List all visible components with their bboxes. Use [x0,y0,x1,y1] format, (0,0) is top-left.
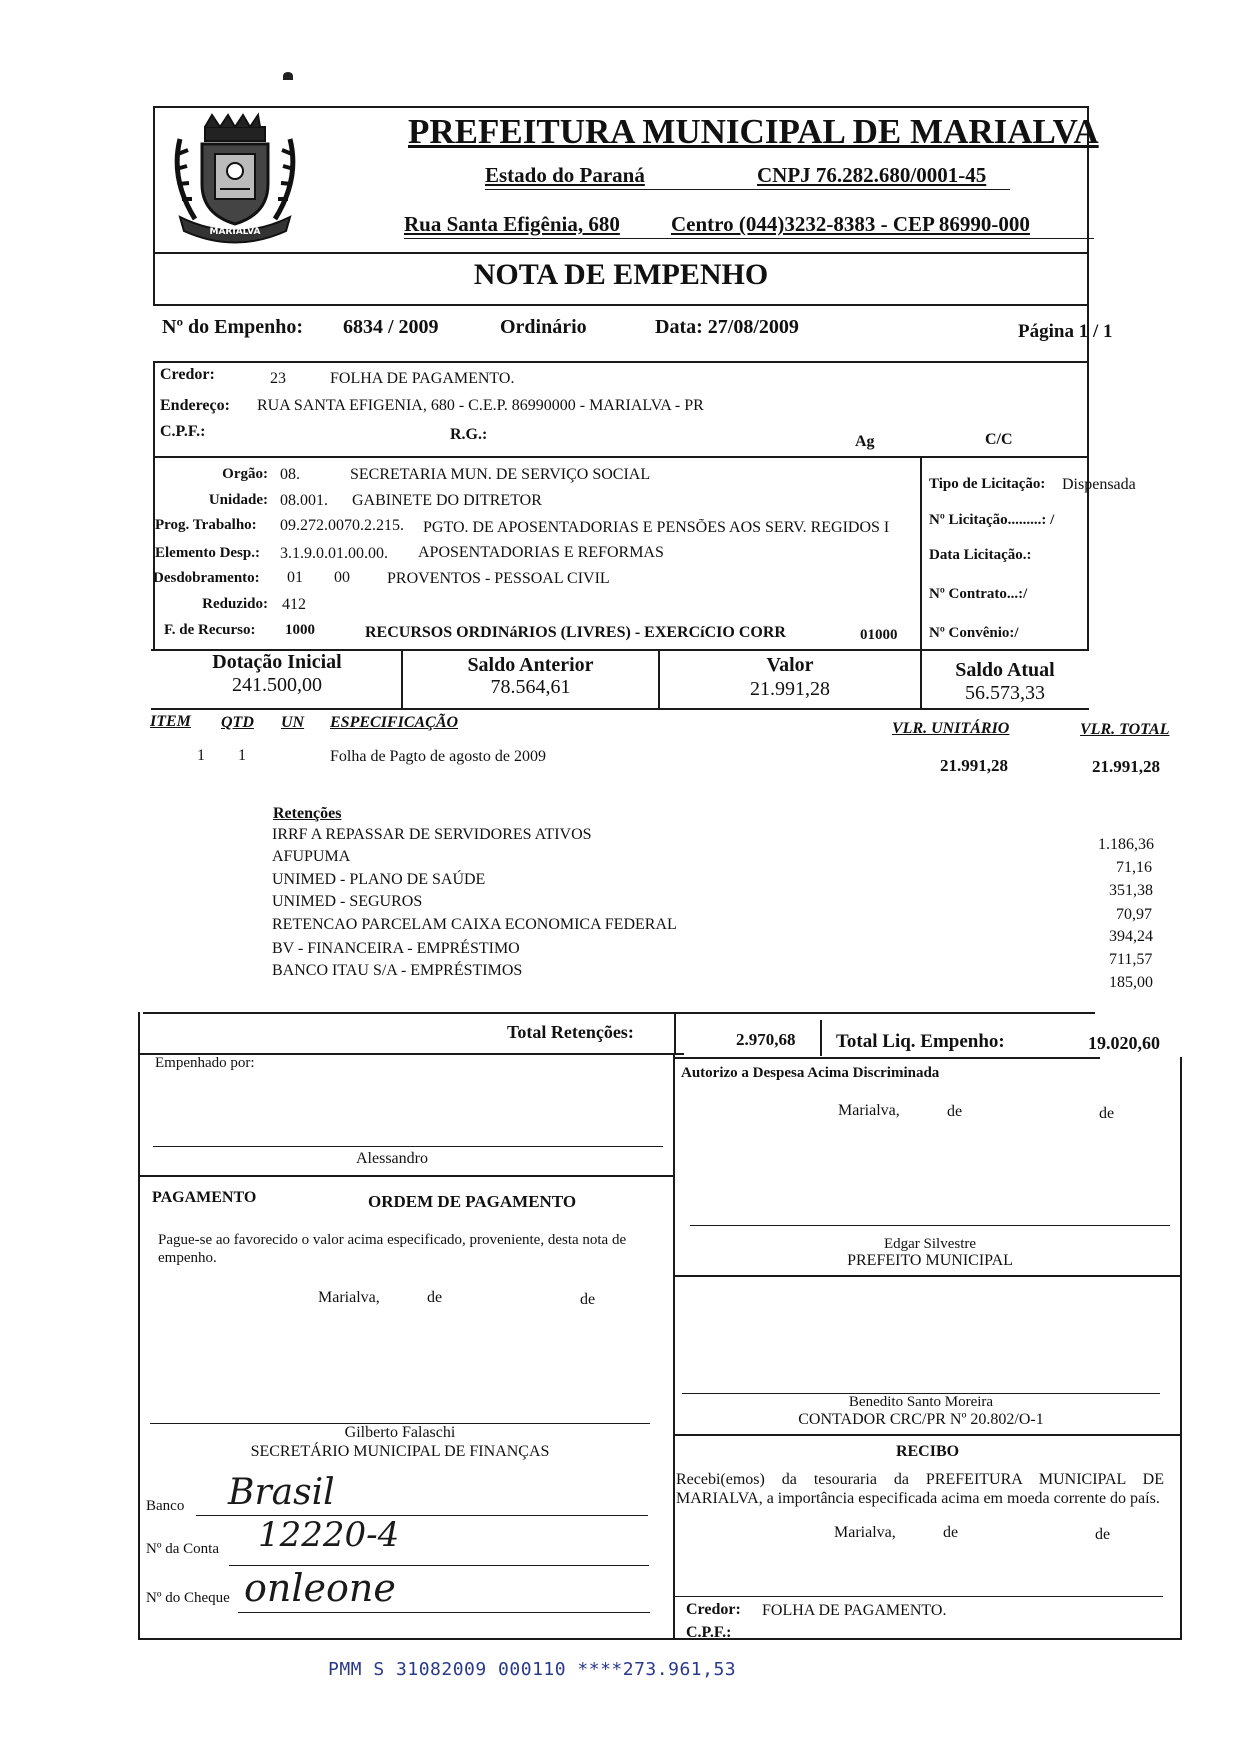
left-city: Marialva, [318,1289,380,1306]
secretary-name: Gilberto Falaschi [344,1424,456,1441]
unidade-name: GABINETE DO DITRETOR [352,492,542,509]
right-de-1: de [947,1103,963,1120]
dotacao-inicial-value: 241.500,00 [232,674,322,696]
dotacao-inicial-label: Dotação Inicial [212,651,342,673]
elemento-name: APOSENTADORIAS E REFORMAS [418,544,664,561]
agencia-label: Ag [855,433,875,450]
column-unit-value: VLR. UNITÁRIO [892,720,1010,737]
rg-label: R.G.: [450,426,488,443]
retencao-label: AFUPUMA [272,848,351,865]
secretary-title: SECRETÁRIO MUNICIPAL DE FINANÇAS [250,1443,550,1460]
recibo-credor-value: FOLHA DE PAGAMENTO. [762,1602,947,1619]
reduzido-label: Reduzido: [202,596,268,612]
retencao-value: 70,97 [1116,906,1152,923]
numero-licitacao: Nº Licitação.........: / [929,512,1055,528]
retencao-label: RETENCAO PARCELAM CAIXA ECONOMICA FEDERAL [272,916,677,933]
prog-trabalho-name: PGTO. DE APOSENTADORIAS E PENSÕES AOS SERV. REGIDOS I [423,519,890,536]
page-title: PREFEITURA MUNICIPAL DE MARIALVA [408,112,1099,151]
retencao-value: 351,38 [1109,882,1153,899]
unidade-code: 08.001. [280,492,328,509]
orgao-label: Orgão: [222,466,268,482]
total-liquido-label: Total Liq. Empenho: [836,1031,1005,1052]
valor-label: Valor [766,654,814,676]
accountant-title: CONTADOR CRC/PR Nº 20.802/O-1 [798,1411,1044,1428]
right-de-2: de [1099,1105,1115,1122]
recurso-code-2: 01000 [860,627,898,643]
retencao-label: BV - FINANCEIRA - EMPRÉSTIMO [272,940,520,957]
retencao-label: IRRF A REPASSAR DE SERVIDORES ATIVOS [272,826,592,843]
recurso-name: RECURSOS ORDINáRIOS (LIVRES) - EXERCíCIO CORR [365,624,786,641]
retencao-value: 1.186,36 [1098,836,1154,853]
recibo-de-1: de [943,1524,959,1541]
retencao-value: 711,57 [1109,951,1153,968]
item-unit-value: 21.991,28 [940,756,1008,775]
retencao-label: UNIMED - SEGUROS [272,893,423,910]
orgao-name: SECRETARIA MUN. DE SERVIÇO SOCIAL [350,466,651,483]
prog-trabalho-label: Prog. Trabalho: [155,517,257,533]
tipo-licitacao-label: Tipo de Licitação: [929,476,1046,492]
credor-code: 23 [270,370,286,387]
desdobramento-label: Desdobramento: [153,570,260,586]
item-description: Folha de Pagto de agosto de 2009 [330,748,546,765]
saldo-atual-label: Saldo Atual [955,659,1055,681]
elemento-label: Elemento Desp.: [155,545,260,561]
recibo-cpf-label: C.P.F.: [686,1624,732,1641]
item-qtd: 1 [238,747,246,764]
retencoes-title: Retenções [273,805,342,822]
recibo-de-2: de [1095,1526,1111,1543]
item-number: 1 [197,747,205,764]
payment-stamp: PMM S 31082009 000110 ****273.961,53 [328,1659,737,1680]
elemento-code: 3.1.9.0.01.00.00. [280,545,388,562]
conta-label: Nº da Conta [146,1541,219,1557]
page-number: Página 1 / 1 [1018,321,1113,342]
ordem-pagamento-label: ORDEM DE PAGAMENTO [368,1192,577,1211]
column-total-value: VLR. TOTAL [1080,721,1170,738]
desdobramento-name: PROVENTOS - PESSOAL CIVIL [387,570,610,587]
desdobramento-code-2: 00 [334,569,350,586]
empenho-type: Ordinário [500,316,587,338]
total-retencoes-label: Total Retenções: [507,1022,634,1042]
recibo-text: Recebi(emos) da tesouraria da PREFEITURA MUNICIPAL DE MARIALVA, a importância especificada acima em moeda corrente do país. [676,1471,1164,1507]
data-licitacao: Data Licitação.: [929,547,1032,563]
empenho-number: 6834 / 2009 [343,316,439,338]
desdobramento-code-1: 01 [287,569,303,586]
empenho-date: Data: 27/08/2009 [655,316,799,338]
column-specification: ESPECIFICAÇÃO [330,714,459,731]
cnpj-label: CNPJ 76.282.680/0001-45 [757,163,987,187]
orgao-code: 08. [280,466,300,483]
numero-contrato: Nº Contrato...:/ [929,586,1028,602]
pague-se-text: Pague-se ao favorecido o valor acima especificado, proveniente, desta nota de empenho. [158,1232,627,1266]
saldo-anterior-value: 78.564,61 [490,676,571,698]
document-title: NOTA DE EMPENHO [473,258,769,291]
credor-name: FOLHA DE PAGAMENTO. [330,370,515,387]
saldo-anterior-label: Saldo Anterior [467,654,594,676]
column-item: ITEM [150,713,191,730]
right-city: Marialva, [838,1102,900,1119]
retencao-value: 185,00 [1109,974,1153,991]
reduzido-code: 412 [282,596,306,613]
numero-convenio: Nº Convênio:/ [929,625,1019,641]
prog-trabalho-code: 09.272.0070.2.215. [280,517,404,534]
conta-corrente-label: C/C [985,431,1013,448]
retencao-value: 71,16 [1116,859,1152,876]
unidade-label: Unidade: [208,492,268,508]
recurso-label: F. de Recurso: [164,622,256,638]
recibo-city: Marialva, [834,1524,896,1541]
conta-handwritten[interactable]: 12220-4 [258,1515,400,1555]
banco-handwritten[interactable]: Brasil [228,1472,335,1513]
cpf-label: C.P.F.: [160,423,206,440]
autorizo-label: Autorizo a Despesa Acima Discriminada [681,1065,940,1081]
retencoes-list [272,826,1154,991]
coat-of-arms-logo [160,99,310,249]
address-label: Rua Santa Efigênia, 680 [404,212,620,236]
retencao-value: 394,24 [1109,928,1153,945]
recibo-credor-label: Credor: [686,1601,741,1618]
state-label: Estado do Paraná [485,163,645,187]
tipo-licitacao-value: Dispensada [1062,476,1136,493]
address-rest-label: Centro (044)3232-8383 - CEP 86990-000 [671,212,1030,236]
item-total-value: 21.991,28 [1092,757,1160,776]
mayor-name: Edgar Silvestre [883,1236,977,1252]
empenhado-por-label: Empenhado por: [155,1055,255,1071]
endereco-label: Endereço: [160,397,230,414]
total-liquido-value: 19.020,60 [1088,1033,1160,1053]
cheque-label: Nº do Cheque [146,1590,230,1606]
valor-value: 21.991,28 [750,678,830,700]
empenho-number-label: Nº do Empenho: [162,316,304,338]
cheque-handwritten[interactable]: onleone [244,1566,396,1610]
column-qtd: QTD [221,714,254,731]
endereco-value: RUA SANTA EFIGENIA, 680 - C.E.P. 86990000 - MARIALVA - PR [257,397,704,414]
saldo-atual-value: 56.573,33 [965,682,1045,704]
credor-label: Credor: [160,366,215,383]
empenhado-por-signer: Alessandro [356,1150,428,1167]
retencao-label: BANCO ITAU S/A - EMPRÉSTIMOS [272,962,523,979]
banco-label: Banco [146,1498,185,1514]
retencao-label: UNIMED - PLANO DE SAÚDE [272,871,486,888]
pagamento-label: PAGAMENTO [152,1189,257,1206]
scan-mark [283,72,293,80]
svg-text:MARIALVA: MARIALVA [209,227,261,237]
accountant-name: Benedito Santo Moreira [848,1394,994,1410]
mayor-title: PREFEITO MUNICIPAL [847,1252,1013,1269]
recibo-title: RECIBO [895,1443,960,1460]
column-un: UN [281,714,305,731]
recurso-code: 1000 [285,622,315,638]
left-de-2: de [580,1291,596,1308]
left-de-1: de [427,1289,443,1306]
total-retencoes-value: 2.970,68 [736,1030,796,1049]
